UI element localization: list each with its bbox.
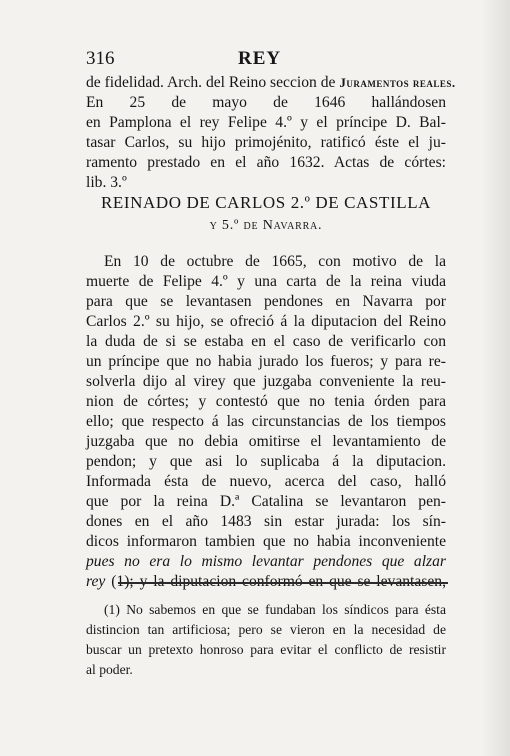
page-header [86,48,446,72]
text-line: ramento prestado en el año 1632. Actas de córtes: [86,154,446,171]
text-line: un príncipe que no habia jurado los fueros; y para re- [86,353,446,370]
text-line: en Pamplona el rey Felipe 4.º y el príncipe D. Bal- [86,114,446,131]
text-line: la duda de si se estaba en el caso de verificarlo con [86,333,446,350]
text-line: En 10 de octubre de 1665, con motivo de la [104,253,446,270]
text-run: de fidelidad. Arch. del Reino seccion de [86,74,340,91]
text-line-italic: pues no era lo mismo levantar pendones que alzar [86,553,446,570]
text-line: En 25 de mayo de 1646 hallándosen [86,94,446,111]
page-edge-shadow [482,0,510,756]
text-line: para que se levantasen pendones en Navarra por [86,293,446,310]
text-line: que por la reina D.ª Catalina se levantaron pen- [86,493,446,510]
archive-section-name: Juramentos reales. [339,75,456,90]
footnote-line: (1) No sabemos en que se fundaban los síndicos para ésta [104,602,446,617]
footnote-line: buscar un pretexto honroso para evitar el conflicto de resistir [86,642,446,657]
text-run: (1); y la diputacion conformó en que se levantasen, [105,573,446,590]
text-line: ello; que respecto á las circunstancias de los tiempos [86,413,446,430]
text-line: solverla dijo al virey que juzgaba conveniente la reu- [86,373,446,390]
section-subtitle: y 5.º de Navarra. [209,218,323,233]
text-line: dicos informaron tambien que no habia inconveniente [86,533,446,550]
text-line: lib. 3.º [86,174,127,191]
text-line: dones en el año 1483 sin estar jurada: los sín- [86,513,446,530]
text-line: pendon; y que asi lo suplicaba á la diputacion. [86,453,446,470]
footnote-rule [118,582,448,584]
section-title: REINADO DE CARLOS 2.º DE CASTILLA [100,193,432,212]
footnote-line: al poder. [86,662,133,677]
text-line [86,73,456,93]
text-run-italic: rey [86,573,106,590]
text-line: nion de córtes; y contestó que no tenia órden para [86,393,446,410]
text-line: Carlos 2.º su hijo, se ofreció á la diputacion del Reino [86,313,446,330]
footnote-line: distincion tan artificiosa; pero se vieron en la necesidad de [86,622,446,637]
text-line: juzgaba que no debia omitirse el levantamiento de [86,433,446,450]
text-line: Informada ésta de nuevo, acerca del caso, halló [86,473,446,490]
running-head: REY [238,48,282,69]
text-line: tasar Carlos, su hijo primojénito, ratificó éste el ju- [86,134,446,151]
text-line: muerte de Felipe 4.º y una carta de la reina viuda [86,273,446,290]
page-number: 316 [86,48,115,69]
